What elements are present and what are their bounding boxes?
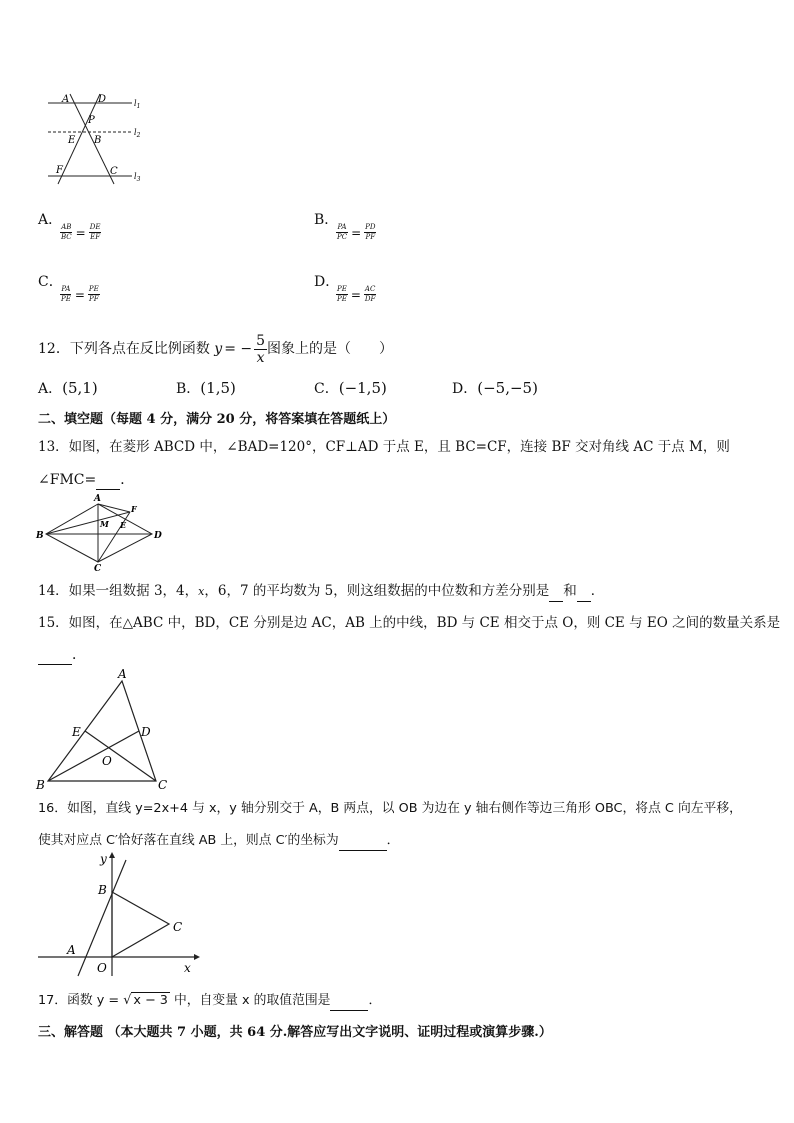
q14-stem: 14．如果一组数据 3，4，x，6，7 的平均数为 5，则这组数据的中位数和方差分别是 和 ． bbox=[38, 581, 604, 602]
label-B: B bbox=[98, 883, 107, 897]
segment-ad-ext bbox=[98, 504, 130, 512]
label-F: F bbox=[131, 504, 137, 514]
q17-stem: 17．函数 y = √ x − 3 中，自变量 x 的取值范围是 ． bbox=[38, 991, 381, 1011]
line-ab bbox=[78, 860, 126, 976]
q14-median-blank[interactable] bbox=[549, 587, 563, 602]
label-D: D bbox=[154, 531, 162, 541]
section-2-title: 二、填空题（每题 4 分，满分 20 分，将答案填在答题纸上） bbox=[38, 412, 396, 427]
label-C: C bbox=[158, 778, 168, 792]
label-A: A bbox=[94, 494, 101, 504]
q15-line1: 15．如图，在△ABC 中，BD，CE 分别是边 AC，AB 上的中线，BD 与 CE 相交于点 O，则 CE 与 EO 之间的数量关系是 bbox=[38, 615, 781, 631]
q15-line2: ． bbox=[38, 645, 86, 665]
option-letter: B． bbox=[314, 212, 339, 228]
q11-option-a-formula: $\frac{AB}{BC}$ = $\frac{DE}{EF}$ bbox=[61, 223, 101, 241]
label-M: M bbox=[100, 519, 109, 529]
label-C: C bbox=[94, 564, 102, 572]
label-l2: $l_2$ bbox=[134, 128, 141, 139]
q12-option-b[interactable]: B．(1,5) bbox=[176, 379, 236, 397]
q11-option-c[interactable] bbox=[38, 272, 63, 292]
label-O: O bbox=[102, 754, 112, 768]
q12-stem: 12．下列各点在反比例函数 y = − $\frac{5}{x}$ 图象上的是（ ） bbox=[38, 332, 394, 366]
q16-line1: 16．如图，直线 y=2x+4 与 x，y 轴分别交于 A，B 两点，以 OB 为边在 y 轴右侧作等边三角形 OBC，将点 C 向左平移， bbox=[38, 801, 742, 816]
label-B: B bbox=[36, 531, 44, 541]
label-y: y bbox=[100, 852, 107, 866]
q16-line2: 使其对应点 C′恰好落在直线 AB 上，则点 C′的坐标为 ． bbox=[38, 831, 399, 851]
q13-line1: 13．如图，在菱形 ABCD 中，∠BAD=120°，CF⊥AD 于点 E，且 BC=CF，连接 BF 交对角线 AC 于点 M，则 bbox=[38, 439, 730, 455]
label-A: A bbox=[62, 94, 70, 105]
median-bd bbox=[48, 731, 139, 781]
label-C: C bbox=[173, 920, 183, 934]
label-l3: $l_3$ bbox=[134, 172, 141, 183]
q12-option-d[interactable]: D．(−5,−5) bbox=[452, 379, 538, 397]
q13-answer-blank[interactable] bbox=[96, 475, 120, 490]
q12-option-a[interactable]: A．(5,1) bbox=[38, 379, 98, 397]
q12-option-c[interactable]: C．(−1,5) bbox=[314, 379, 387, 397]
q11-figure bbox=[40, 90, 150, 190]
q11-option-d-formula: $\frac{PE}{PE}$ = $\frac{AC}{DF}$ bbox=[337, 285, 376, 303]
q11-option-b[interactable] bbox=[314, 210, 338, 230]
label-E: E bbox=[120, 520, 127, 530]
q11-option-c-formula: $\frac{PA}{PE}$ = $\frac{PE}{PF}$ bbox=[61, 285, 99, 303]
sqrt-symbol: √ bbox=[123, 993, 132, 1008]
label-E: E bbox=[72, 725, 81, 739]
option-letter: C． bbox=[38, 274, 63, 290]
label-D: D bbox=[98, 94, 107, 105]
q11-option-b-formula: $\frac{PA}{PC}$ = $\frac{PD}{PF}$ bbox=[337, 223, 376, 241]
q16-answer-blank[interactable] bbox=[339, 836, 387, 851]
q16-figure bbox=[34, 850, 204, 980]
label-B: B bbox=[94, 135, 102, 146]
label-D: D bbox=[141, 725, 151, 739]
label-F: F bbox=[56, 165, 63, 176]
label-l1: $l_1$ bbox=[134, 99, 141, 110]
q17-answer-blank[interactable] bbox=[330, 996, 368, 1011]
option-letter: A． bbox=[38, 212, 63, 228]
q11-option-a[interactable] bbox=[38, 210, 62, 230]
triangle-obc bbox=[112, 892, 169, 957]
y-axis-arrow bbox=[109, 852, 115, 858]
transversal-ac bbox=[70, 94, 114, 184]
label-C: C bbox=[110, 166, 118, 177]
q13-figure bbox=[34, 490, 164, 572]
label-P: P bbox=[88, 115, 95, 126]
label-A: A bbox=[118, 667, 127, 681]
segment-bf bbox=[46, 512, 130, 534]
label-E: E bbox=[68, 135, 76, 146]
q15-figure bbox=[30, 665, 180, 795]
q12-fraction: $\frac{5}{x}$ bbox=[256, 332, 266, 366]
x-axis-arrow bbox=[194, 954, 200, 960]
q15-answer-blank[interactable] bbox=[38, 650, 72, 665]
q14-variance-blank[interactable] bbox=[577, 587, 591, 602]
label-O: O bbox=[97, 961, 107, 975]
label-x: x bbox=[184, 961, 191, 975]
q13-line2: ∠FMC= ． bbox=[38, 472, 135, 488]
label-A: A bbox=[67, 943, 76, 957]
option-letter: D． bbox=[314, 274, 340, 290]
label-B: B bbox=[36, 778, 45, 792]
section-3-title: 三、解答题 （本大题共 7 小题，共 64 分.解答应写出文字说明、证明过程或演算步骤.） bbox=[38, 1025, 552, 1040]
